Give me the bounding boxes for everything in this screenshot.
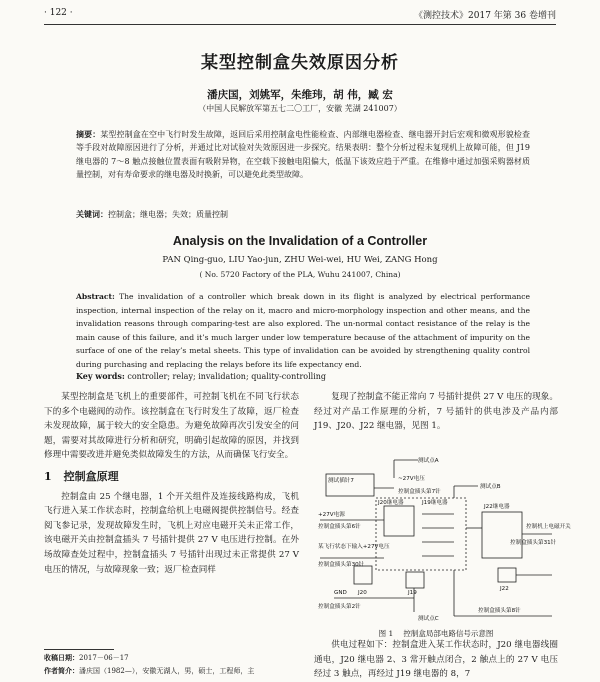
received-label: 收稿日期： [44,653,79,662]
label-j22-relay: J22继电器 [484,504,510,510]
intro-paragraph: 某型控制盒是飞机上的重要部件，可控制飞机在不同飞行状态下的多个电磁阀的动作。该控制盒在飞行时发生了故障，返厂检查未发现故障，属于较大的安全隐患。为避免故障再次引发安全的问题，需要对其故障进行分析和研究，明确引起故障的原因，并找到修理中需要改进并避免类似故障发生的方法，从而确保飞行安全。 [44,392,299,461]
label-j20-coil: J20 [358,590,367,596]
label-test-point-c: 测试点C [418,616,439,622]
abstract-chinese [76,128,530,181]
label-27v-voltage: ~27V电压 [398,476,425,482]
label-valve-control: 控制机上电磁开关 [526,524,571,530]
figure-number: 图 1 [378,629,394,638]
label-box-plug-pin6: 控制盒插头第6针 [318,524,361,530]
authors-chinese: 潘庆国，刘姚军，朱维玮，胡 伟，臧 宏 [207,89,393,101]
affiliation-chinese: （中国人民解放军第五七二〇工厂，安徽 芜湖 241007） [198,104,402,113]
relay-j20-box [384,506,414,536]
footnote-rule [44,649,114,650]
keywords-chinese [76,209,530,220]
label-j19-coil: J19 [408,590,417,596]
label-test-pin7: 测试插针7 [328,478,354,484]
bio-text: 潘庆国（1982—），安徽无湖人，男，硕士，工程师，主 [79,667,255,675]
body-left-column [44,390,299,577]
relay-j19-area [376,498,466,570]
section-title: 控制盒原理 [63,469,119,483]
label-j20-relay: J20继电器 [378,500,404,506]
section-number: 1 [44,469,52,483]
page-number: · 122 · [44,8,73,18]
label-box-plug-pin2: 控制盒插头第2针 [318,604,361,610]
body-right-column [314,390,558,434]
label-test-point-a: 测试点A [418,458,439,464]
abstract-english-label: Abstract: [76,292,115,301]
relay-j20-coil [354,566,372,584]
abstract-english [76,290,530,372]
header-rule [44,24,556,25]
label-box-plug-pin30: 控制盒插头第30针 [318,562,365,568]
figure-caption-text: 控制盒局部电路信号示意图 [403,629,494,638]
keywords-english-label: Key words: [76,371,125,381]
affiliation-english: ( No. 5720 Factory of the PLA, Wuhu 241007, China) [199,270,401,279]
authors-english: PAN Qing-guo, LIU Yao-jun, ZHU Wei-wei, HU Wei, ZANG Hong [162,255,438,265]
running-header [44,8,556,22]
keywords-chinese-label: 关键词： [76,209,108,219]
body-right-column-lower [314,638,558,682]
keywords-chinese-text: 控制盒；继电器；失效；质量控制 [108,210,228,219]
abstract-chinese-label: 摘要： [76,129,101,139]
keywords-english-text: controller; relay; invalidation; quality-controlling [124,372,327,381]
right-paragraph-1: 复现了控制盒不能正常向 7 号插针提供 27 V 电压的现象。经过对产品工作原理的分析，7 号插针的供电涉及产品内部 J19、J20、J22 继电器，见图 1。 [314,392,558,432]
abstract-chinese-text: 某型控制盒在空中飞行时发生故障，返回后采用控制盒电性能检查、内部继电器检查、继电器开封后宏观和微观形貌检查等手段对故障原因进行了分析，并通过比对试验对失效原因进一步探究。结果表明：整个分析过程未复现机上故障可能，但 J19 继电器的 7～8 触点接触位置表面有吸附异物，在空载下接触电阻偏大，低温下该效应趋于严重。在维修中通过加强采购器材质量控制，对有寿命要求的继电器及时换新，可以避免此类型故障。 [76,130,530,179]
label-j19-relay: J19继电器 [422,500,448,506]
bio-label: 作者简介： [44,666,79,675]
relay-j19-coil [406,572,424,588]
keywords-english [76,371,530,381]
relay-j22-coil [498,568,516,582]
label-test-point-b: 测试点B [480,484,501,490]
label-box-plug-pin8: 控制盒插头第8针 [478,608,521,614]
title-english: Analysis on the Invalidation of a Controller [172,234,428,248]
label-gnd: GND [334,590,347,596]
journal-info: 《测控技术》2017 年第 36 卷增刊 [414,11,556,21]
label-state-input: 某飞行状态下输入+27V电压 [318,544,390,550]
label-box-plug-pin7: 控制盒插头第7针 [398,489,441,495]
title-chinese: 某型控制盒失效原因分析 [201,53,399,73]
label-box-plug-pin31: 控制盒插头第31针 [510,540,557,546]
label-27v-power: +27V电源 [318,512,345,518]
footnote-received [44,653,299,663]
footnote-author-bio [44,666,299,676]
section-heading [44,470,299,485]
relay-j22-box [482,512,522,558]
principle-paragraph: 控制盒由 25 个继电器，1 个开关组件及连接线路构成，飞机飞行进入某工作状态时，控制盒给机上电磁阀提供控制信号。经查阅飞参记录，发现故障发生时，飞机上对应电磁开关未正常工作，该电磁开关由控制盒插头 7 号插针提供 27 V 电压进行控制。在外场故障查处过程中，控制盒插头 7 号插针出现过未正常提供 27 V 电压的情况，与故障现象一致；返厂检查同样 [44,491,299,575]
circuit-diagram [314,448,571,626]
received-date: 2017－06－17 [79,654,129,662]
abstract-english-text: The invalidation of a controller which break down in its flight is analyzed by electrical performance inspection, internal inspection of the relay on it, macro and micro-morphology inspection and other means, and the invalidation reasons through comparing-test are also explored. The un-normal contact resistance of the relay is the main cause of this failure, and it’s much larger under low temperature because of the attachment of impurity on the surface of one of the relay’s metal sheets. This type of invalidation can be avoided by strengthening quality control during purchasing and replacing the relays before its life expectancy end. [76,292,530,369]
label-j22-coil: J22 [500,586,509,592]
right-paragraph-2: 供电过程如下：控制盒进入某工作状态时，J20 继电器线圈通电，J20 继电器 2、3 常开触点闭合，2 触点上的 27 V 电压经过 3 触点，再经过 J19 继电器的 8，7 [314,640,558,680]
